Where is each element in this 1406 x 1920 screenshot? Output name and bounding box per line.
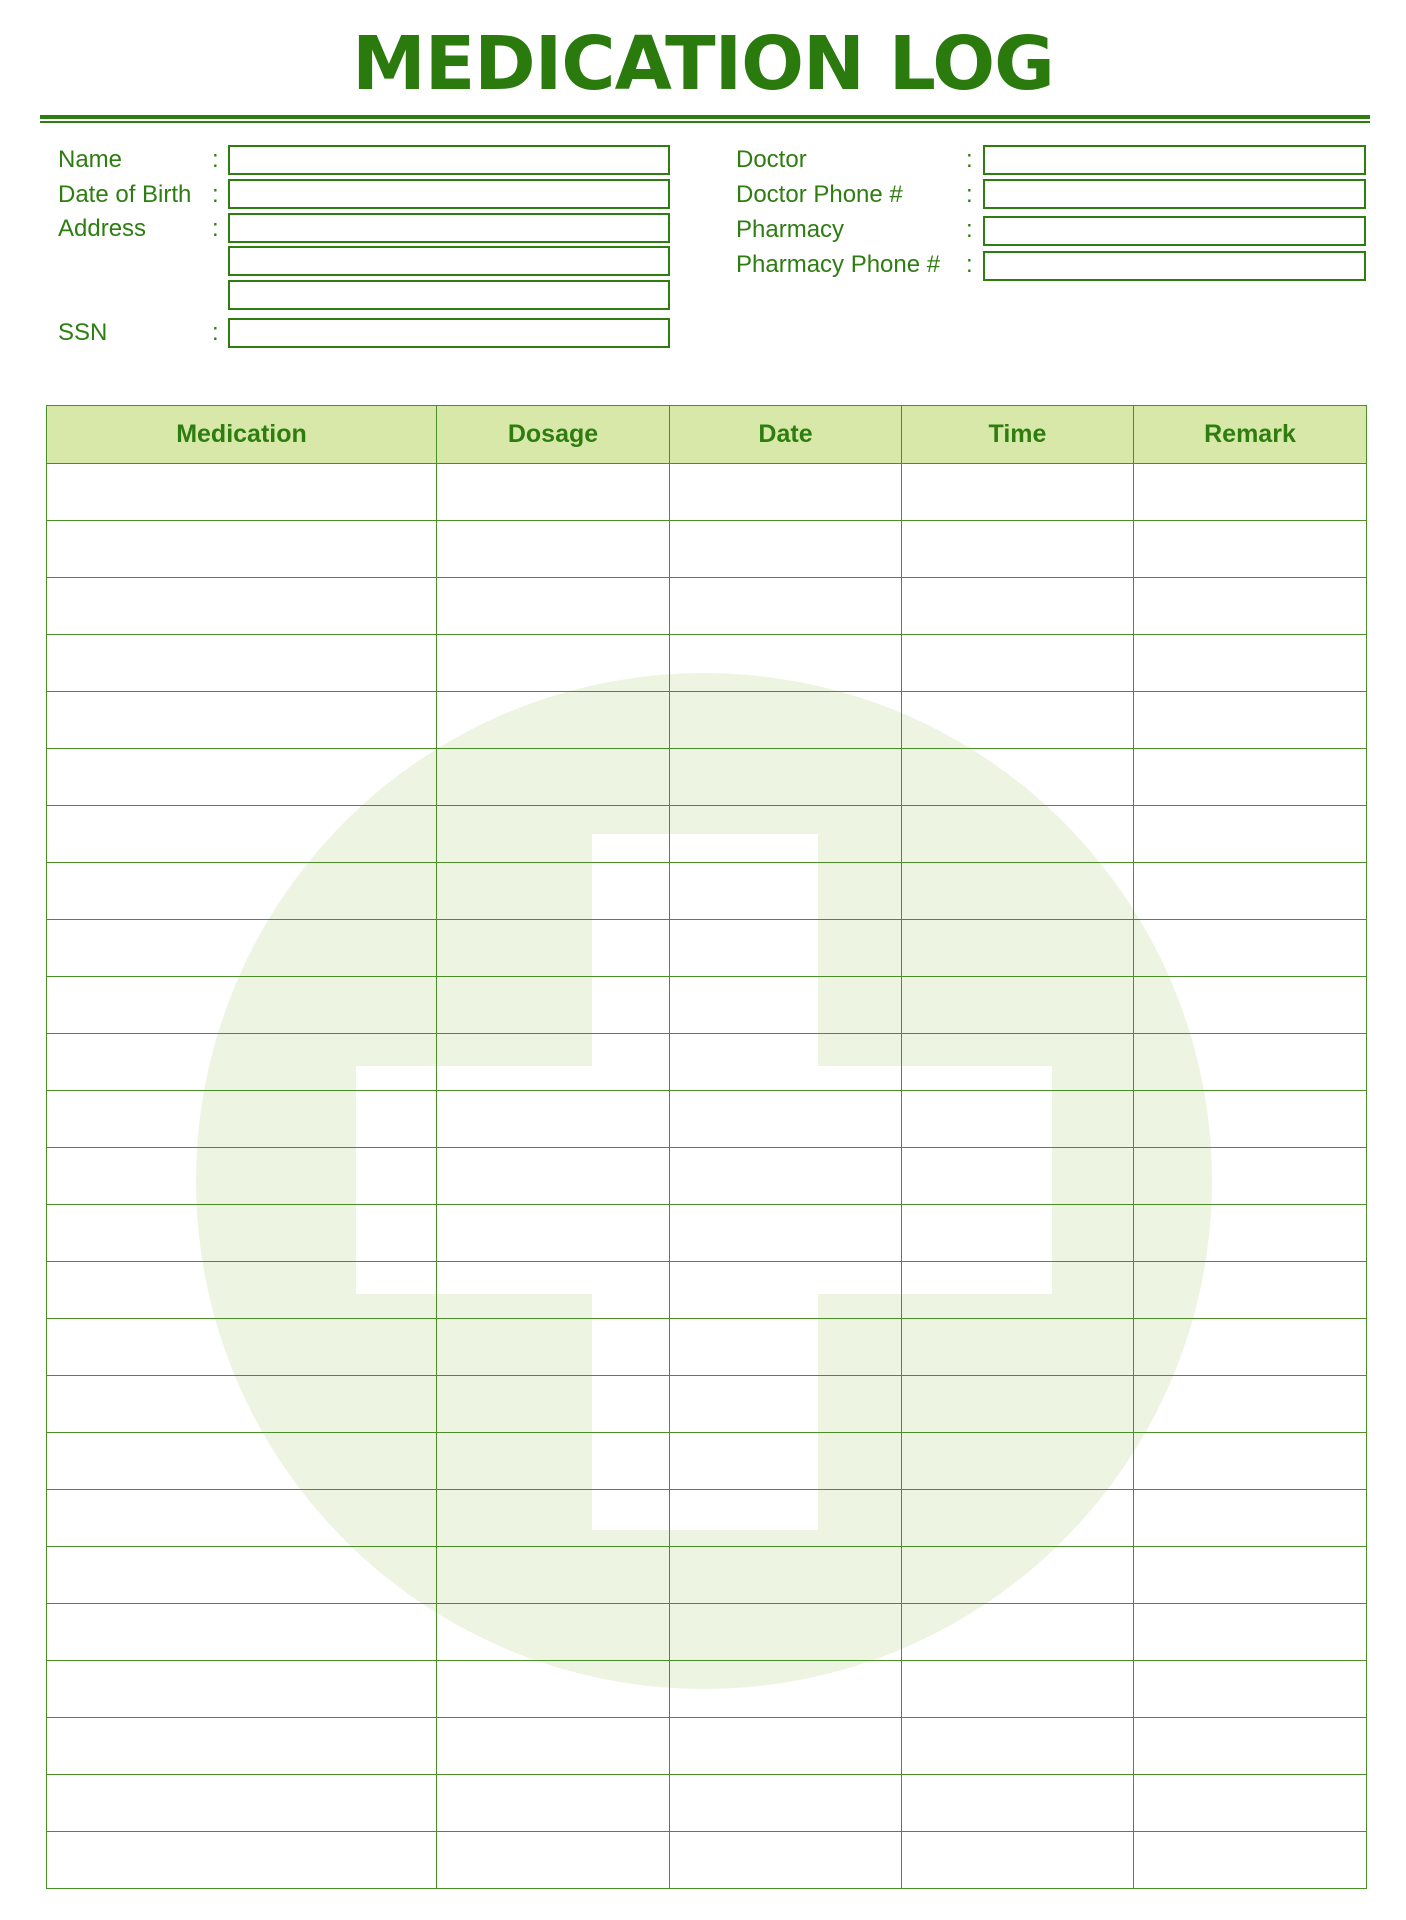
cell-time[interactable] xyxy=(902,521,1134,578)
ssn-field[interactable] xyxy=(228,318,670,348)
cell-time[interactable] xyxy=(902,578,1134,635)
cell-dosage[interactable] xyxy=(437,1433,670,1490)
cell-remark[interactable] xyxy=(1134,1433,1367,1490)
doctor-phone-colon: : xyxy=(966,181,973,208)
dob-colon: : xyxy=(212,181,219,208)
table-row xyxy=(47,521,1367,578)
cell-time[interactable] xyxy=(902,635,1134,692)
cell-time[interactable] xyxy=(902,806,1134,863)
cell-medication[interactable] xyxy=(47,1262,437,1319)
ssn-colon: : xyxy=(212,319,219,346)
cell-remark[interactable] xyxy=(1134,635,1367,692)
cell-dosage[interactable] xyxy=(437,1262,670,1319)
cell-date[interactable] xyxy=(670,1262,902,1319)
cell-date[interactable] xyxy=(670,920,902,977)
address-field-line-1[interactable] xyxy=(228,213,670,243)
cell-date[interactable] xyxy=(670,692,902,749)
table-row xyxy=(47,1718,1367,1775)
table-row xyxy=(47,1775,1367,1832)
cell-date[interactable] xyxy=(670,1490,902,1547)
cell-dosage[interactable] xyxy=(437,521,670,578)
cell-dosage[interactable] xyxy=(437,977,670,1034)
cell-time[interactable] xyxy=(902,1376,1134,1433)
cell-time[interactable] xyxy=(902,1832,1134,1889)
pharmacy-phone-field[interactable] xyxy=(983,251,1366,281)
cell-medication[interactable] xyxy=(47,578,437,635)
table-row xyxy=(47,464,1367,521)
doctor-field[interactable] xyxy=(983,145,1366,175)
cell-medication[interactable] xyxy=(47,1832,437,1889)
cell-time[interactable] xyxy=(902,692,1134,749)
title-divider xyxy=(40,115,1370,119)
cell-medication[interactable] xyxy=(47,1547,437,1604)
table-row xyxy=(47,977,1367,1034)
cell-dosage[interactable] xyxy=(437,1319,670,1376)
cell-remark[interactable] xyxy=(1134,977,1367,1034)
cell-date[interactable] xyxy=(670,1376,902,1433)
cell-time[interactable] xyxy=(902,749,1134,806)
cell-time[interactable] xyxy=(902,1490,1134,1547)
cell-dosage[interactable] xyxy=(437,1718,670,1775)
cell-remark[interactable] xyxy=(1134,749,1367,806)
cell-date[interactable] xyxy=(670,1547,902,1604)
cell-dosage[interactable] xyxy=(437,1775,670,1832)
cell-remark[interactable] xyxy=(1134,1490,1367,1547)
cell-date[interactable] xyxy=(670,1604,902,1661)
doctor-label: Doctor xyxy=(736,146,807,173)
cell-dosage[interactable] xyxy=(437,464,670,521)
cell-remark[interactable] xyxy=(1134,464,1367,521)
cell-dosage[interactable] xyxy=(437,1604,670,1661)
dob-label: Date of Birth xyxy=(58,181,192,208)
cell-time[interactable] xyxy=(902,920,1134,977)
cell-date[interactable] xyxy=(670,1034,902,1091)
header-remark: Remark xyxy=(1134,406,1367,464)
cell-time[interactable] xyxy=(902,1205,1134,1262)
table-row xyxy=(47,1661,1367,1718)
cell-dosage[interactable] xyxy=(437,1832,670,1889)
cell-date[interactable] xyxy=(670,1832,902,1889)
cell-dosage[interactable] xyxy=(437,1205,670,1262)
cell-dosage[interactable] xyxy=(437,1490,670,1547)
cell-medication[interactable] xyxy=(47,692,437,749)
cell-medication[interactable] xyxy=(47,806,437,863)
cell-date[interactable] xyxy=(670,1661,902,1718)
title-divider-thin xyxy=(40,121,1370,123)
cell-date[interactable] xyxy=(670,1775,902,1832)
cell-dosage[interactable] xyxy=(437,1547,670,1604)
cell-dosage[interactable] xyxy=(437,1376,670,1433)
cell-remark[interactable] xyxy=(1134,1661,1367,1718)
cell-time[interactable] xyxy=(902,1661,1134,1718)
cell-remark[interactable] xyxy=(1134,1832,1367,1889)
cell-time[interactable] xyxy=(902,1433,1134,1490)
cell-dosage[interactable] xyxy=(437,1091,670,1148)
table-header-row xyxy=(47,406,1367,464)
table-row xyxy=(47,920,1367,977)
table-row xyxy=(47,749,1367,806)
dob-field[interactable] xyxy=(228,179,670,209)
cell-remark[interactable] xyxy=(1134,1262,1367,1319)
name-colon: : xyxy=(212,146,219,173)
pharmacy-colon: : xyxy=(966,216,973,243)
table-body xyxy=(47,464,1367,1889)
header-medication: Medication xyxy=(47,406,437,464)
cell-remark[interactable] xyxy=(1134,1775,1367,1832)
cell-date[interactable] xyxy=(670,521,902,578)
cell-remark[interactable] xyxy=(1134,1091,1367,1148)
cell-date[interactable] xyxy=(670,635,902,692)
cell-date[interactable] xyxy=(670,464,902,521)
cell-time[interactable] xyxy=(902,1148,1134,1205)
address-colon: : xyxy=(212,215,219,242)
table-row xyxy=(47,1604,1367,1661)
cell-remark[interactable] xyxy=(1134,1148,1367,1205)
cell-time[interactable] xyxy=(902,977,1134,1034)
cell-date[interactable] xyxy=(670,1433,902,1490)
cell-medication[interactable] xyxy=(47,1604,437,1661)
cell-time[interactable] xyxy=(902,1604,1134,1661)
table-row xyxy=(47,1262,1367,1319)
cell-medication[interactable] xyxy=(47,464,437,521)
cell-dosage[interactable] xyxy=(437,920,670,977)
table-row xyxy=(47,1319,1367,1376)
cell-dosage[interactable] xyxy=(437,1148,670,1205)
cell-time[interactable] xyxy=(902,1319,1134,1376)
pharmacy-field[interactable] xyxy=(983,216,1366,246)
cell-dosage[interactable] xyxy=(437,863,670,920)
address-label: Address xyxy=(58,215,147,242)
cell-remark[interactable] xyxy=(1134,863,1367,920)
cell-time[interactable] xyxy=(902,1775,1134,1832)
cell-remark[interactable] xyxy=(1134,692,1367,749)
cell-medication[interactable] xyxy=(47,635,437,692)
cell-time[interactable] xyxy=(902,1262,1134,1319)
table-row xyxy=(47,1148,1367,1205)
cell-date[interactable] xyxy=(670,1319,902,1376)
table-row xyxy=(47,1490,1367,1547)
cell-medication[interactable] xyxy=(47,977,437,1034)
cell-remark[interactable] xyxy=(1134,1205,1367,1262)
cell-time[interactable] xyxy=(902,1034,1134,1091)
name-label: Name xyxy=(58,146,123,173)
cell-dosage[interactable] xyxy=(437,749,670,806)
cell-dosage[interactable] xyxy=(437,635,670,692)
table-row xyxy=(47,1205,1367,1262)
cell-medication[interactable] xyxy=(47,920,437,977)
cell-date[interactable] xyxy=(670,578,902,635)
table-row xyxy=(47,692,1367,749)
cell-dosage[interactable] xyxy=(437,578,670,635)
cell-remark[interactable] xyxy=(1134,806,1367,863)
doctor-phone-label: Doctor Phone # xyxy=(736,181,903,208)
cell-medication[interactable] xyxy=(47,1490,437,1547)
header-time: Time xyxy=(902,406,1134,464)
cell-date[interactable] xyxy=(670,806,902,863)
cell-time[interactable] xyxy=(902,1718,1134,1775)
cell-remark[interactable] xyxy=(1134,1376,1367,1433)
table-row xyxy=(47,1433,1367,1490)
cell-date[interactable] xyxy=(670,863,902,920)
table-row xyxy=(47,1547,1367,1604)
header-dosage: Dosage xyxy=(437,406,670,464)
cell-dosage[interactable] xyxy=(437,1661,670,1718)
table-row xyxy=(47,863,1367,920)
cell-medication[interactable] xyxy=(47,1319,437,1376)
cell-date[interactable] xyxy=(670,1205,902,1262)
cell-remark[interactable] xyxy=(1134,578,1367,635)
cell-medication[interactable] xyxy=(47,749,437,806)
cell-medication[interactable] xyxy=(47,1091,437,1148)
table-row xyxy=(47,1091,1367,1148)
cell-remark[interactable] xyxy=(1134,1034,1367,1091)
cell-medication[interactable] xyxy=(47,1034,437,1091)
cell-date[interactable] xyxy=(670,1718,902,1775)
cell-time[interactable] xyxy=(902,464,1134,521)
table-row xyxy=(47,1034,1367,1091)
cell-remark[interactable] xyxy=(1134,1319,1367,1376)
cell-remark[interactable] xyxy=(1134,1604,1367,1661)
cell-date[interactable] xyxy=(670,1148,902,1205)
doctor-phone-field[interactable] xyxy=(983,179,1366,209)
pharmacy-phone-colon: : xyxy=(966,251,973,278)
cell-dosage[interactable] xyxy=(437,806,670,863)
cell-time[interactable] xyxy=(902,1547,1134,1604)
cell-remark[interactable] xyxy=(1134,521,1367,578)
pharmacy-label: Pharmacy xyxy=(736,216,845,243)
table-row xyxy=(47,1376,1367,1433)
cell-dosage[interactable] xyxy=(437,692,670,749)
cell-date[interactable] xyxy=(670,977,902,1034)
cell-time[interactable] xyxy=(902,863,1134,920)
table-row xyxy=(47,806,1367,863)
cell-medication[interactable] xyxy=(47,1148,437,1205)
cell-medication[interactable] xyxy=(47,1205,437,1262)
cell-medication[interactable] xyxy=(47,521,437,578)
cell-date[interactable] xyxy=(670,749,902,806)
cell-time[interactable] xyxy=(902,1091,1134,1148)
header-date: Date xyxy=(670,406,902,464)
table-row xyxy=(47,635,1367,692)
cell-medication[interactable] xyxy=(47,1718,437,1775)
cell-remark[interactable] xyxy=(1134,1718,1367,1775)
cell-medication[interactable] xyxy=(47,1376,437,1433)
cell-remark[interactable] xyxy=(1134,1547,1367,1604)
doctor-colon: : xyxy=(966,146,973,173)
page-title: MEDICATION LOG xyxy=(352,21,1054,107)
address-field-line-2[interactable] xyxy=(228,246,670,276)
cell-medication[interactable] xyxy=(47,1433,437,1490)
table-row xyxy=(47,578,1367,635)
name-field[interactable] xyxy=(228,145,670,175)
cell-medication[interactable] xyxy=(47,1775,437,1832)
address-field-line-3[interactable] xyxy=(228,280,670,310)
cell-dosage[interactable] xyxy=(437,1034,670,1091)
cell-medication[interactable] xyxy=(47,863,437,920)
cell-remark[interactable] xyxy=(1134,920,1367,977)
cell-date[interactable] xyxy=(670,1091,902,1148)
medication-log-table xyxy=(46,405,1367,1889)
pharmacy-phone-label: Pharmacy Phone # xyxy=(736,251,941,278)
table-row xyxy=(47,1832,1367,1889)
ssn-label: SSN xyxy=(58,319,108,346)
cell-medication[interactable] xyxy=(47,1661,437,1718)
